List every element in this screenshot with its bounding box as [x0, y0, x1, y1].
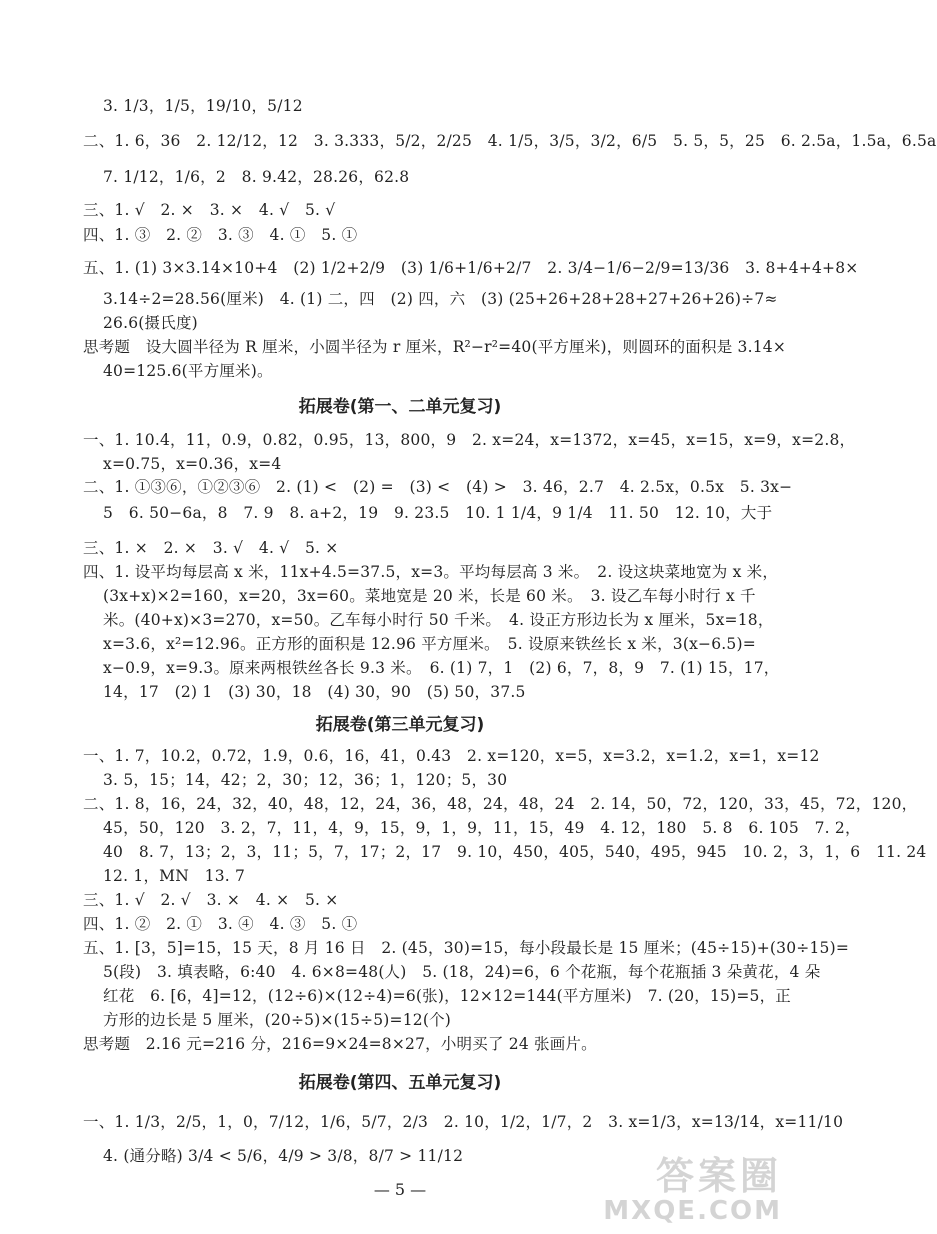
- thinking-question: 思考题 2.16 元=216 分，216=9×24=8×27，小明买了 24 张画片。: [83, 1035, 597, 1053]
- answer-line: 一、1. 10.4，11，0.9，0.82，0.95，13，800，9 2. x=24，x=1372，x=45，x=15，x=9，x=2.8，: [83, 431, 856, 449]
- watermark-logo: 答案圈: [655, 1154, 782, 1198]
- answer-line: 45，50，120 3. 2，7，11，4，9，15，9，1，9，11，15，49 4. 12，180 5. 8 6. 105 7. 2，: [103, 819, 861, 837]
- answer-line: 米。(40+x)×3=270，x=50。乙车每小时行 50 千米。 4. 设正方形边长为 x 厘米，5x=18，: [103, 611, 774, 629]
- answer-line: 三、1. √ 2. × 3. × 4. √ 5. √: [83, 201, 336, 219]
- answer-line: 14，17 (2) 1 (3) 30，18 (4) 30，90 (5) 50，37.5: [103, 683, 526, 701]
- answer-line: 40 8. 7，13；2，3，11；5，7，17；2，17 9. 10，450，405，540，495，945 10. 2，3，1，6 11. 24: [103, 843, 927, 861]
- answer-line: 一、1. 1/3，2/5，1，0，7/12，1/6，5/7，2/3 2. 10，1/2，1/7，2 3. x=1/3，x=13/14，x=11/10: [83, 1113, 844, 1131]
- section-title: 拓展卷(第三单元复习): [315, 715, 485, 735]
- answer-line: 二、1. 8，16，24，32，40，48，12，24，36，48，24，48，24 2. 14，50，72，120，33，45，72，120，: [83, 795, 918, 813]
- answer-line: 五、1. [3，5]=15，15 天，8 月 16 日 2. (45，30)=15，每小段最长是 15 厘米；(45÷15)+(30÷15)=: [83, 939, 850, 957]
- page-number: — 5 —: [373, 1180, 427, 1199]
- watermark-url: MXQE.COM: [603, 1196, 782, 1226]
- answer-line: 方形的边长是 5 厘米，(20÷5)×(15÷5)=12(个): [103, 1011, 452, 1029]
- answer-line: 四、1. ③ 2. ② 3. ③ 4. ① 5. ①: [83, 226, 358, 244]
- thinking-question: 思考题 设大圆半径为 R 厘米，小圆半径为 r 厘米，R²−r²=40(平方厘米)，则圆环的面积是 3.14×: [83, 338, 787, 356]
- answer-line: 四、1. ② 2. ① 3. ④ 4. ③ 5. ①: [83, 915, 358, 933]
- answer-line: 12. 1，MN 13. 7: [103, 867, 246, 885]
- answer-line: x=0.75，x=0.36，x=4: [103, 455, 282, 473]
- answer-line: 红花 6. [6，4]=12，(12÷6)×(12÷4)=6(张)，12×12=144(平方厘米) 7. (20，15)=5，正: [103, 987, 792, 1005]
- answer-line: 5 6. 50−6a，8 7. 9 8. a+2，19 9. 23.5 10. 1 1/4，9 1/4 11. 50 12. 10，大于: [103, 504, 773, 522]
- answer-line: 一、1. 7，10.2，0.72，1.9，0.6，16，41，0.43 2. x=120，x=5，x=3.2，x=1.2，x=1，x=12: [83, 747, 820, 765]
- answer-line: 二、1. ①③⑥，①②③⑥ 2. (1) < (2) = (3) < (4) > 3. 46，2.7 4. 2.5x，0.5x 5. 3x−: [83, 478, 793, 496]
- answer-line: 5(段) 3. 填表略，6:40 4. 6×8=48(人) 5. (18，24)=6，6 个花瓶，每个花瓶插 3 朵黄花，4 朵: [103, 963, 821, 981]
- section-title: 拓展卷(第一、二单元复习): [298, 397, 502, 417]
- answer-line: 三、1. × 2. × 3. √ 4. √ 5. ×: [83, 539, 339, 557]
- answer-line: 3. 1/3，1/5，19/10，5/12: [103, 97, 303, 115]
- answer-line: 4. (通分略) 3/4 < 5/6，4/9 > 3/8，8/7 > 11/12: [103, 1147, 464, 1165]
- answer-line: 3. 5，15；14，42；2，30；12，36；1，120；5，30: [103, 771, 508, 789]
- answer-line: 四、1. 设平均每层高 x 米，11x+4.5=37.5，x=3。平均每层高 3 米。 2. 设这块菜地宽为 x 米，: [83, 563, 779, 581]
- answer-line: x−0.9，x=9.3。原来两根铁丝各长 9.3 米。 6. (1) 7，1 (2) 6，7，8，9 7. (1) 15，17，: [103, 659, 780, 677]
- answer-line: 三、1. √ 2. √ 3. × 4. × 5. ×: [83, 891, 339, 909]
- section-title: 拓展卷(第四、五单元复习): [298, 1073, 502, 1093]
- answer-line: 3.14÷2=28.56(厘米) 4. (1) 二，四 (2) 四，六 (3) (25+26+28+28+27+26+26)÷7≈: [103, 290, 778, 308]
- answer-line: 7. 1/12，1/6，2 8. 9.42，28.26，62.8: [103, 168, 410, 186]
- answer-line: 五、1. (1) 3×3.14×10+4 (2) 1/2+2/9 (3) 1/6+1/6+2/7 2. 3/4−1/6−2/9=13/36 3. 8+4+4+8×: [83, 259, 859, 277]
- answer-line: 二、1. 6，36 2. 12/12，12 3. 3.333，5/2，2/25 4. 1/5，3/5，3/2，6/5 5. 5，5，25 6. 2.5a，1.5a，6.5a: [83, 132, 937, 150]
- answer-line: x=3.6，x²=12.96。正方形的面积是 12.96 平方厘米。 5. 设原来铁丝长 x 米，3(x−6.5)=: [103, 635, 756, 653]
- answer-line: 26.6(摄氏度): [103, 314, 198, 332]
- answer-line: 40=125.6(平方厘米)。: [103, 362, 273, 380]
- answer-line: (3x+x)×2=160，x=20，3x=60。菜地宽是 20 米，长是 60 米。 3. 设乙车每小时行 x 千: [103, 587, 756, 605]
- watermark: [603, 1156, 782, 1226]
